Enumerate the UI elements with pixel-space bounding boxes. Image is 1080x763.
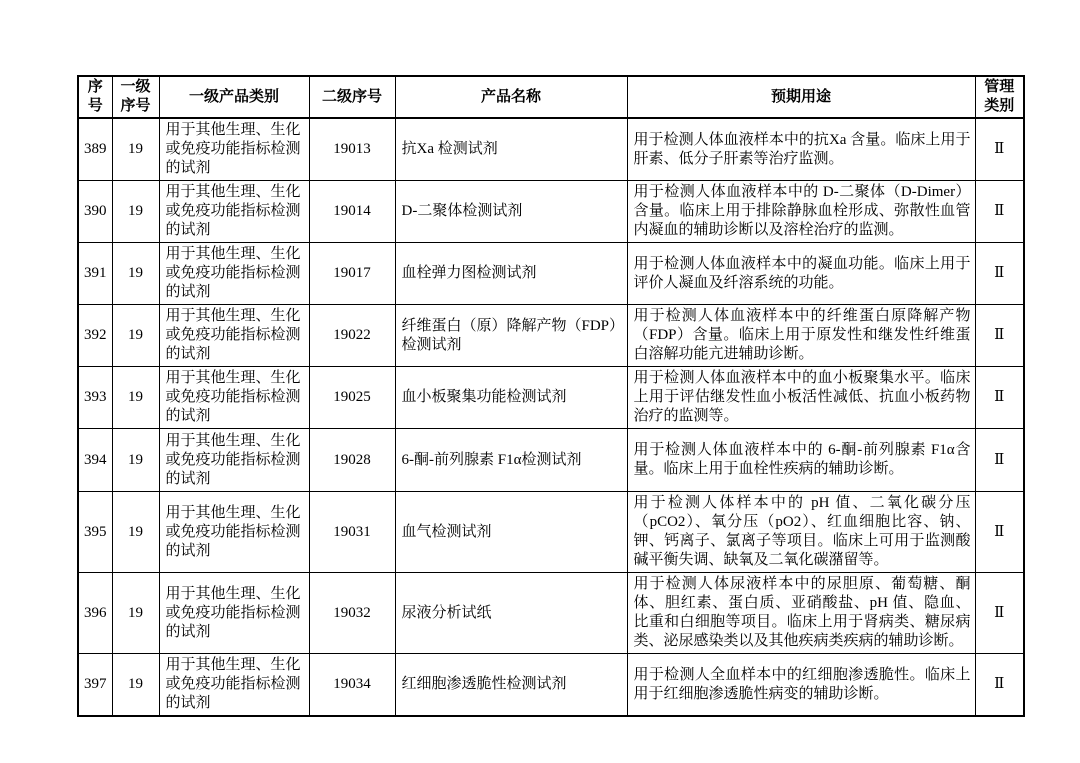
use-cell: 用于检测人体样本中的 pH 值、二氧化碳分压（pCO2）、氧分压（pO2）、红血细胞比容、钠、钾、钙离子、氯离子等项目。临床上可用于监测酸碱平衡失调、缺氧及二氧化碳潴留等。 [627, 492, 975, 573]
class-cell: Ⅱ [975, 429, 1024, 492]
table-row [78, 429, 1024, 492]
use-cell: 用于检测人体血液样本中的 D-二聚体（D-Dimer）含量。临床上用于排除静脉血栓形成、弥散性血管内凝血的辅助诊断以及溶栓治疗的监测。 [627, 181, 975, 243]
level1-no-cell: 19 [112, 573, 159, 654]
column-header-class: 管理类别 [975, 76, 1024, 118]
use-cell: 用于检测人体血液样本中的纤维蛋白原降解产物（FDP）含量。临床上用于原发性和继发性纤维蛋白溶解功能亢进辅助诊断。 [627, 305, 975, 367]
name-cell: D-二聚体检测试剂 [395, 181, 627, 243]
level2-no-cell: 19031 [309, 492, 395, 573]
use-cell: 用于检测人全血样本中的红细胞渗透脆性。临床上用于红细胞渗透脆性病变的辅助诊断。 [627, 654, 975, 717]
seq-cell: 394 [78, 429, 112, 492]
seq-cell: 391 [78, 243, 112, 305]
table-header [78, 76, 1024, 118]
category-cell: 用于其他生理、生化或免疫功能指标检测的试剂 [159, 367, 309, 429]
name-cell: 6-酮-前列腺素 F1α检测试剂 [395, 429, 627, 492]
seq-cell: 397 [78, 654, 112, 717]
column-header-level1_no: 一级序号 [112, 76, 159, 118]
level2-no-cell: 19028 [309, 429, 395, 492]
use-cell: 用于检测人体血液样本中的抗Xa 含量。临床上用于肝素、低分子肝素等治疗监测。 [627, 118, 975, 181]
table-row [78, 654, 1024, 717]
level2-no-cell: 19025 [309, 367, 395, 429]
level1-no-cell: 19 [112, 492, 159, 573]
header-row [78, 76, 1024, 118]
use-cell: 用于检测人体尿液样本中的尿胆原、葡萄糖、酮体、胆红素、蛋白质、亚硝酸盐、pH 值、隐血、比重和白细胞等项目。临床上用于肾病类、糖尿病类、泌尿感染类以及其他疾病类疾病的辅助诊断。 [627, 573, 975, 654]
column-header-use: 预期用途 [627, 76, 975, 118]
table-row [78, 573, 1024, 654]
name-cell: 抗Xa 检测试剂 [395, 118, 627, 181]
level1-no-cell: 19 [112, 118, 159, 181]
name-cell: 纤维蛋白（原）降解产物（FDP）检测试剂 [395, 305, 627, 367]
category-cell: 用于其他生理、生化或免疫功能指标检测的试剂 [159, 118, 309, 181]
column-header-seq: 序号 [78, 76, 112, 118]
category-cell: 用于其他生理、生化或免疫功能指标检测的试剂 [159, 305, 309, 367]
level2-no-cell: 19017 [309, 243, 395, 305]
class-cell: Ⅱ [975, 243, 1024, 305]
class-cell: Ⅱ [975, 492, 1024, 573]
table-row [78, 181, 1024, 243]
seq-cell: 390 [78, 181, 112, 243]
name-cell: 血小板聚集功能检测试剂 [395, 367, 627, 429]
use-cell: 用于检测人体血液样本中的 6-酮-前列腺素 F1α含量。临床上用于血栓性疾病的辅助诊断。 [627, 429, 975, 492]
level1-no-cell: 19 [112, 243, 159, 305]
class-cell: Ⅱ [975, 181, 1024, 243]
level2-no-cell: 19014 [309, 181, 395, 243]
table-row [78, 492, 1024, 573]
level1-no-cell: 19 [112, 654, 159, 717]
level1-no-cell: 19 [112, 181, 159, 243]
seq-cell: 392 [78, 305, 112, 367]
category-cell: 用于其他生理、生化或免疫功能指标检测的试剂 [159, 573, 309, 654]
level2-no-cell: 19032 [309, 573, 395, 654]
name-cell: 血气检测试剂 [395, 492, 627, 573]
name-cell: 血栓弹力图检测试剂 [395, 243, 627, 305]
class-cell: Ⅱ [975, 118, 1024, 181]
category-cell: 用于其他生理、生化或免疫功能指标检测的试剂 [159, 243, 309, 305]
table-row [78, 367, 1024, 429]
name-cell: 红细胞渗透脆性检测试剂 [395, 654, 627, 717]
class-cell: Ⅱ [975, 367, 1024, 429]
category-cell: 用于其他生理、生化或免疫功能指标检测的试剂 [159, 492, 309, 573]
product-classification-table [77, 75, 1025, 717]
column-header-name: 产品名称 [395, 76, 627, 118]
name-cell: 尿液分析试纸 [395, 573, 627, 654]
category-cell: 用于其他生理、生化或免疫功能指标检测的试剂 [159, 654, 309, 717]
seq-cell: 396 [78, 573, 112, 654]
seq-cell: 393 [78, 367, 112, 429]
level2-no-cell: 19022 [309, 305, 395, 367]
category-cell: 用于其他生理、生化或免疫功能指标检测的试剂 [159, 429, 309, 492]
table-body [78, 118, 1024, 716]
level2-no-cell: 19034 [309, 654, 395, 717]
use-cell: 用于检测人体血液样本中的凝血功能。临床上用于评价人凝血及纤溶系统的功能。 [627, 243, 975, 305]
level1-no-cell: 19 [112, 305, 159, 367]
level1-no-cell: 19 [112, 367, 159, 429]
level1-no-cell: 19 [112, 429, 159, 492]
level2-no-cell: 19013 [309, 118, 395, 181]
class-cell: Ⅱ [975, 654, 1024, 717]
table-row [78, 243, 1024, 305]
seq-cell: 389 [78, 118, 112, 181]
column-header-level2_no: 二级序号 [309, 76, 395, 118]
class-cell: Ⅱ [975, 573, 1024, 654]
category-cell: 用于其他生理、生化或免疫功能指标检测的试剂 [159, 181, 309, 243]
table-row [78, 118, 1024, 181]
use-cell: 用于检测人体血液样本中的血小板聚集水平。临床上用于评估继发性血小板活性减低、抗血小板药物治疗的监测等。 [627, 367, 975, 429]
class-cell: Ⅱ [975, 305, 1024, 367]
column-header-category: 一级产品类别 [159, 76, 309, 118]
seq-cell: 395 [78, 492, 112, 573]
table-row [78, 305, 1024, 367]
